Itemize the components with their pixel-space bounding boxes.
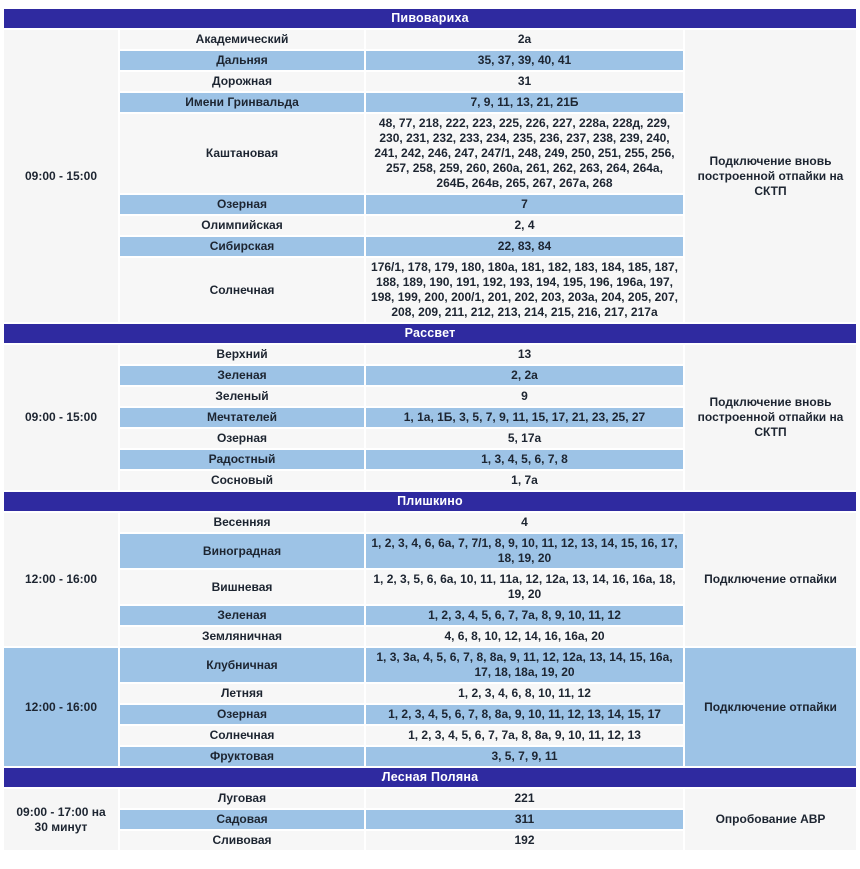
street-cell: Сосновый [120, 471, 364, 490]
house-numbers-cell: 221 [366, 789, 683, 808]
section-header-row [4, 492, 856, 511]
section-header: Рассвет [4, 324, 856, 343]
house-numbers-cell: 22, 83, 84 [366, 237, 683, 256]
street-cell: Садовая [120, 810, 364, 829]
street-cell: Озерная [120, 429, 364, 448]
house-numbers-cell: 5, 17а [366, 429, 683, 448]
house-numbers-cell: 4 [366, 513, 683, 532]
house-numbers-cell: 1, 7а [366, 471, 683, 490]
street-cell: Летняя [120, 684, 364, 703]
action-cell: Подключение отпайки [685, 648, 856, 766]
house-numbers-cell: 1, 3, 4, 5, 6, 7, 8 [366, 450, 683, 469]
house-numbers-cell: 311 [366, 810, 683, 829]
house-numbers-cell: 35, 37, 39, 40, 41 [366, 51, 683, 70]
section-header-row [4, 768, 856, 787]
street-cell: Мечтателей [120, 408, 364, 427]
house-numbers-cell: 1, 2, 3, 4, 5, 6, 7, 7а, 8, 8а, 9, 10, 11, 12, 13 [366, 726, 683, 745]
table-row [4, 345, 856, 364]
house-numbers-cell: 1, 2, 3, 5, 6, 6а, 10, 11, 11а, 12, 12а, 13, 14, 16, 16а, 18, 19, 20 [366, 570, 683, 604]
street-cell: Каштановая [120, 114, 364, 193]
table-row [4, 789, 856, 808]
street-cell: Земляничная [120, 627, 364, 646]
outage-table-body [4, 9, 856, 850]
house-numbers-cell: 3, 5, 7, 9, 11 [366, 747, 683, 766]
section-header: Плишкино [4, 492, 856, 511]
street-cell: Зеленый [120, 387, 364, 406]
house-numbers-cell: 7, 9, 11, 13, 21, 21Б [366, 93, 683, 112]
street-cell: Олимпийская [120, 216, 364, 235]
action-cell: Подключение отпайки [685, 513, 856, 646]
street-cell: Зеленая [120, 606, 364, 625]
street-cell: Зеленая [120, 366, 364, 385]
street-cell: Солнечная [120, 726, 364, 745]
table-row [4, 513, 856, 532]
action-cell: Опробование АВР [685, 789, 856, 850]
time-range-cell: 12:00 - 16:00 [4, 513, 118, 646]
house-numbers-cell: 1, 3, 3а, 4, 5, 6, 7, 8, 8а, 9, 11, 12, 12а, 13, 14, 15, 16а, 17, 18, 18а, 19, 20 [366, 648, 683, 682]
time-range-cell: 09:00 - 15:00 [4, 345, 118, 490]
section-header: Лесная Поляна [4, 768, 856, 787]
house-numbers-cell: 1, 2, 3, 4, 5, 6, 7, 8, 8а, 9, 10, 11, 12, 13, 14, 15, 17 [366, 705, 683, 724]
street-cell: Солнечная [120, 258, 364, 322]
street-cell: Дорожная [120, 72, 364, 91]
street-cell: Клубничная [120, 648, 364, 682]
house-numbers-cell: 192 [366, 831, 683, 850]
street-cell: Виноградная [120, 534, 364, 568]
street-cell: Академический [120, 30, 364, 49]
street-cell: Луговая [120, 789, 364, 808]
house-numbers-cell: 9 [366, 387, 683, 406]
house-numbers-cell: 1, 1а, 1Б, 3, 5, 7, 9, 11, 15, 17, 21, 23, 25, 27 [366, 408, 683, 427]
street-cell: Сливовая [120, 831, 364, 850]
street-cell: Вишневая [120, 570, 364, 604]
table-row [4, 648, 856, 682]
house-numbers-cell: 48, 77, 218, 222, 223, 225, 226, 227, 228а, 228д, 229, 230, 231, 232, 233, 234, 235, 236, 237, 238, 239, 240, 241, 242, 246, 247, 247/1, 248, 249, 250, 251, 255, 256, 257, 258, 259, 260, 260а, 261, 262, 263, 264, 264а, 264Б, 264в, 265, 267, 267а, 268 [366, 114, 683, 193]
section-header: Пивовариха [4, 9, 856, 28]
house-numbers-cell: 2а [366, 30, 683, 49]
time-range-cell: 09:00 - 17:00 на 30 минут [4, 789, 118, 850]
house-numbers-cell: 1, 2, 3, 4, 5, 6, 7, 7а, 8, 9, 10, 11, 12 [366, 606, 683, 625]
outage-schedule-table [2, 7, 858, 852]
house-numbers-cell: 176/1, 178, 179, 180, 180а, 181, 182, 183, 184, 185, 187, 188, 189, 190, 191, 192, 193, 194, 195, 196, 196а, 197, 198, 199, 200, 200/1, 201, 202, 203, 203а, 204, 205, 207, 208, 209, 211, 212, 213, 214, 215, 216, 217, 217а [366, 258, 683, 322]
house-numbers-cell: 13 [366, 345, 683, 364]
house-numbers-cell: 1, 2, 3, 4, 6, 8, 10, 11, 12 [366, 684, 683, 703]
table-row [4, 30, 856, 49]
house-numbers-cell: 31 [366, 72, 683, 91]
street-cell: Имени Гринвальда [120, 93, 364, 112]
house-numbers-cell: 2, 4 [366, 216, 683, 235]
street-cell: Дальняя [120, 51, 364, 70]
section-header-row [4, 324, 856, 343]
street-cell: Радостный [120, 450, 364, 469]
time-range-cell: 09:00 - 15:00 [4, 30, 118, 322]
street-cell: Сибирская [120, 237, 364, 256]
action-cell: Подключение вновь построенной отпайки на СКТП [685, 345, 856, 490]
action-cell: Подключение вновь построенной отпайки на СКТП [685, 30, 856, 322]
house-numbers-cell: 7 [366, 195, 683, 214]
street-cell: Фруктовая [120, 747, 364, 766]
house-numbers-cell: 2, 2а [366, 366, 683, 385]
street-cell: Весенняя [120, 513, 364, 532]
house-numbers-cell: 4, 6, 8, 10, 12, 14, 16, 16а, 20 [366, 627, 683, 646]
street-cell: Озерная [120, 195, 364, 214]
house-numbers-cell: 1, 2, 3, 4, 6, 6а, 7, 7/1, 8, 9, 10, 11, 12, 13, 14, 15, 16, 17, 18, 19, 20 [366, 534, 683, 568]
street-cell: Озерная [120, 705, 364, 724]
street-cell: Верхний [120, 345, 364, 364]
time-range-cell: 12:00 - 16:00 [4, 648, 118, 766]
section-header-row [4, 9, 856, 28]
